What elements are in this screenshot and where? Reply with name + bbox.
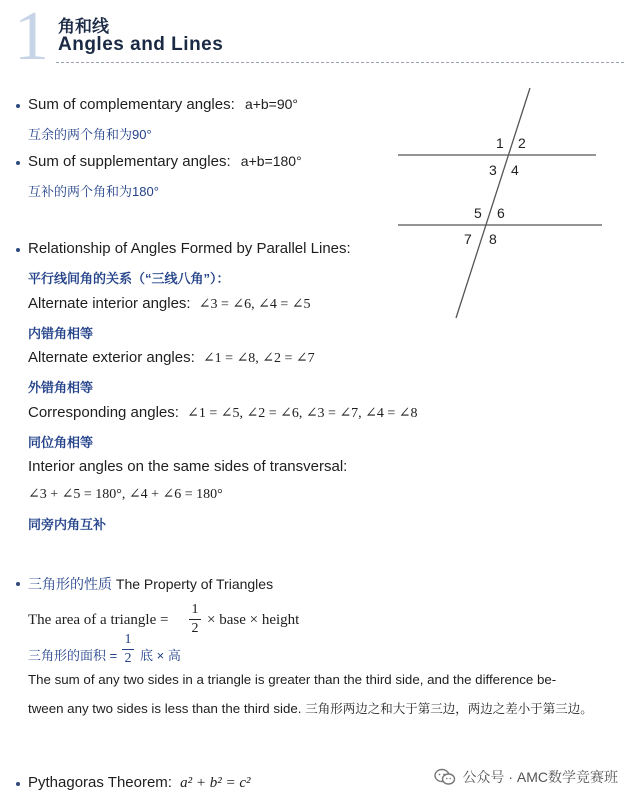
alternate-exterior-cn: 外错角相等 xyxy=(28,380,94,395)
triangle-heading xyxy=(28,574,273,594)
alternate-interior-cn: 内错角相等 xyxy=(28,326,94,341)
triangle-heading-cn: 三角形的性质 xyxy=(28,576,112,592)
area-cn-suffix: 底 × 高 xyxy=(140,648,181,663)
pythagoras-formula: a² + b² = c² xyxy=(180,775,251,791)
parallel-heading: Relationship of Angles Formed by Parallel Lines: xyxy=(28,240,351,257)
angle-label-8: 8 xyxy=(489,231,497,247)
angle-label-7: 7 xyxy=(464,231,472,247)
bullet xyxy=(16,582,20,586)
angle-label-5: 5 xyxy=(474,205,482,221)
angle-label-6: 6 xyxy=(497,205,505,221)
fraction-denominator: 2 xyxy=(124,651,132,666)
angle-label-4: 4 xyxy=(511,162,519,178)
section-title-en: Angles and Lines xyxy=(58,34,224,55)
bullet xyxy=(16,248,20,252)
fraction-bar xyxy=(122,649,134,650)
area-cn-fraction xyxy=(122,632,134,667)
area-fraction xyxy=(189,602,201,637)
triangle-heading-en: The Property of Triangles xyxy=(115,576,274,592)
corresponding-formula: ∠1 = ∠5, ∠2 = ∠6, ∠3 = ∠7, ∠4 = ∠8 xyxy=(187,406,418,421)
transversal-line xyxy=(456,88,530,318)
wechat-icon xyxy=(434,768,456,786)
alternate-interior-label: Alternate interior angles: xyxy=(28,295,191,312)
watermark-text: 公众号 · AMC数学竞赛班 xyxy=(462,769,618,785)
alternate-exterior-formula: ∠1 = ∠8, ∠2 = ∠7 xyxy=(202,351,315,366)
interior-label: Interior angles on the same sides of transversal: xyxy=(28,458,348,475)
watermark xyxy=(434,767,618,787)
section-title-cn: 角和线 xyxy=(58,17,109,36)
sides-line-1: The sum of any two sides in a triangle is greater than the third side, and the difference be- xyxy=(28,672,557,687)
complementary-cn: 互余的两个角和为90° xyxy=(28,127,152,142)
interior-cn: 同旁内角互补 xyxy=(28,517,107,532)
supplementary-label: Sum of supplementary angles: xyxy=(28,153,231,170)
area-prefix: The area of a triangle = xyxy=(28,612,169,628)
section-number: 1 xyxy=(14,0,49,75)
area-suffix: × base × height xyxy=(207,612,300,628)
fraction-numerator: 1 xyxy=(124,632,132,647)
alternate-interior-formula: ∠3 = ∠6, ∠4 = ∠5 xyxy=(198,297,311,312)
sides-cn: 三角形两边之和大于第三边，两边之差小于第三边。 xyxy=(305,702,593,716)
alternate-exterior-label: Alternate exterior angles: xyxy=(28,349,195,366)
corresponding-row xyxy=(28,404,418,422)
corresponding-label: Corresponding angles: xyxy=(28,404,179,421)
corresponding-cn: 同位角相等 xyxy=(28,435,94,450)
complementary-label: Sum of complementary angles: xyxy=(28,96,235,113)
fraction-denominator: 2 xyxy=(191,621,199,636)
area-cn-prefix: 三角形的面积 = xyxy=(28,648,118,663)
angle-label-1: 1 xyxy=(496,135,504,151)
supplementary-cn: 互补的两个角和为180° xyxy=(28,184,159,199)
complementary-formula: a+b=90° xyxy=(244,96,299,112)
interior-formula: ∠3 + ∠5 = 180°, ∠4 + ∠6 = 180° xyxy=(28,487,223,502)
parallel-heading-cn: 平行线间角的关系（“三线八角”）： xyxy=(28,271,230,286)
supplementary-formula: a+b=180° xyxy=(240,153,302,169)
fraction-bar xyxy=(189,619,201,620)
pythagoras-label: Pythagoras Theorem: xyxy=(28,774,172,791)
sides-line-2: tween any two sides is less than the third side. xyxy=(28,701,302,716)
alternate-exterior-row xyxy=(28,349,315,367)
angle-label-3: 3 xyxy=(489,162,497,178)
fraction-numerator: 1 xyxy=(191,602,199,617)
alternate-interior-row xyxy=(28,295,310,313)
angle-label-2: 2 xyxy=(518,135,526,151)
sides-line-2-row xyxy=(28,699,593,717)
pythagoras-row xyxy=(28,774,251,792)
bullet xyxy=(16,782,20,786)
